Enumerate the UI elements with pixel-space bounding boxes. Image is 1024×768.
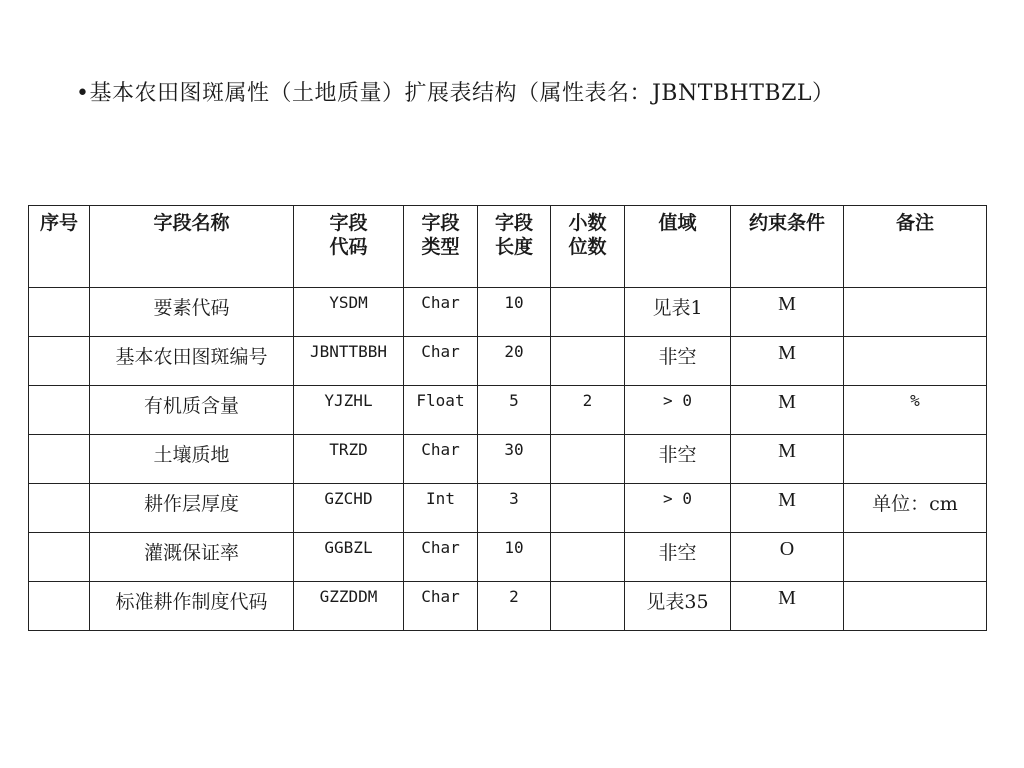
- table-row: [29, 386, 987, 435]
- page-title: •基本农田图斑属性（土地质量）扩展表结构（属性表名：JBNTBHTBZL）: [76, 81, 835, 106]
- column-header-line: 备注: [895, 212, 934, 234]
- table-cell: %: [844, 386, 987, 435]
- column-header-line: 序号: [39, 212, 78, 234]
- table-header-row: [29, 206, 987, 288]
- table-cell: M: [731, 337, 844, 386]
- table-cell: Char: [404, 533, 478, 582]
- table-cell: 30: [478, 435, 551, 484]
- table-cell: M: [731, 288, 844, 337]
- table-cell: 非空: [625, 435, 731, 484]
- table-cell: Float: [404, 386, 478, 435]
- table-cell: M: [731, 582, 844, 631]
- table-row: [29, 288, 987, 337]
- table-cell: Char: [404, 435, 478, 484]
- table-cell: 灌溉保证率: [90, 533, 294, 582]
- column-header-line: 代码: [329, 236, 368, 258]
- column-header-line: 约束条件: [748, 212, 825, 234]
- table-row: [29, 484, 987, 533]
- table-cell: M: [731, 435, 844, 484]
- table-cell: Int: [404, 484, 478, 533]
- field-structure-table: [28, 205, 987, 631]
- column-header: [731, 206, 844, 288]
- table-cell: [29, 582, 90, 631]
- table-cell: GGBZL: [294, 533, 404, 582]
- table-cell: [844, 337, 987, 386]
- table-cell: Char: [404, 582, 478, 631]
- table-cell: [551, 533, 625, 582]
- table-cell: 单位：cm: [844, 484, 987, 533]
- table-cell: 耕作层厚度: [90, 484, 294, 533]
- table-cell: Char: [404, 337, 478, 386]
- column-header-line: 位数: [568, 236, 607, 258]
- table-cell: 3: [478, 484, 551, 533]
- table-cell: M: [731, 386, 844, 435]
- table-cell: 土壤质地: [90, 435, 294, 484]
- table-cell: 见表1: [625, 288, 731, 337]
- table-cell: [844, 435, 987, 484]
- table-cell: [29, 288, 90, 337]
- table-cell: GZCHD: [294, 484, 404, 533]
- column-header-line: 字段名称: [153, 212, 230, 234]
- table-cell: [29, 337, 90, 386]
- table-cell: [551, 484, 625, 533]
- table-cell: [29, 435, 90, 484]
- column-header: [404, 206, 478, 288]
- column-header-line: 类型: [421, 236, 460, 258]
- table-cell: 10: [478, 533, 551, 582]
- column-header-line: 小数: [568, 212, 607, 234]
- table-cell: 标准耕作制度代码: [90, 582, 294, 631]
- table-cell: 非空: [625, 337, 731, 386]
- table-cell: M: [731, 484, 844, 533]
- column-header-line: 长度: [494, 236, 533, 258]
- table-cell: GZZDDM: [294, 582, 404, 631]
- table-cell: 见表35: [625, 582, 731, 631]
- table-cell: 5: [478, 386, 551, 435]
- table-cell: 基本农田图斑编号: [90, 337, 294, 386]
- table-cell: O: [731, 533, 844, 582]
- column-header: [625, 206, 731, 288]
- table-cell: 要素代码: [90, 288, 294, 337]
- column-header: [478, 206, 551, 288]
- table-cell: 2: [551, 386, 625, 435]
- table-row: [29, 337, 987, 386]
- column-header-line: 字段: [494, 212, 533, 234]
- table-cell: TRZD: [294, 435, 404, 484]
- table-row: [29, 435, 987, 484]
- column-header-line: 值域: [658, 212, 697, 234]
- table-cell: [844, 288, 987, 337]
- table-cell: [844, 582, 987, 631]
- table-cell: [29, 386, 90, 435]
- table-cell: 有机质含量: [90, 386, 294, 435]
- table-cell: YJZHL: [294, 386, 404, 435]
- table-cell: [29, 484, 90, 533]
- table-cell: Char: [404, 288, 478, 337]
- table-cell: [844, 533, 987, 582]
- table-cell: 10: [478, 288, 551, 337]
- column-header: [29, 206, 90, 288]
- table-cell: [29, 533, 90, 582]
- column-header: [90, 206, 294, 288]
- table-cell: [551, 337, 625, 386]
- table-cell: 20: [478, 337, 551, 386]
- column-header: [294, 206, 404, 288]
- table-cell: 非空: [625, 533, 731, 582]
- column-header-line: 字段: [329, 212, 368, 234]
- table-cell: YSDM: [294, 288, 404, 337]
- table-cell: 2: [478, 582, 551, 631]
- table-cell: JBNTTBBH: [294, 337, 404, 386]
- table-row: [29, 582, 987, 631]
- table-cell: > 0: [625, 484, 731, 533]
- table-row: [29, 533, 987, 582]
- table-cell: > 0: [625, 386, 731, 435]
- column-header-line: 字段: [421, 212, 460, 234]
- column-header: [844, 206, 987, 288]
- table-cell: [551, 288, 625, 337]
- table-cell: [551, 435, 625, 484]
- column-header: [551, 206, 625, 288]
- table-cell: [551, 582, 625, 631]
